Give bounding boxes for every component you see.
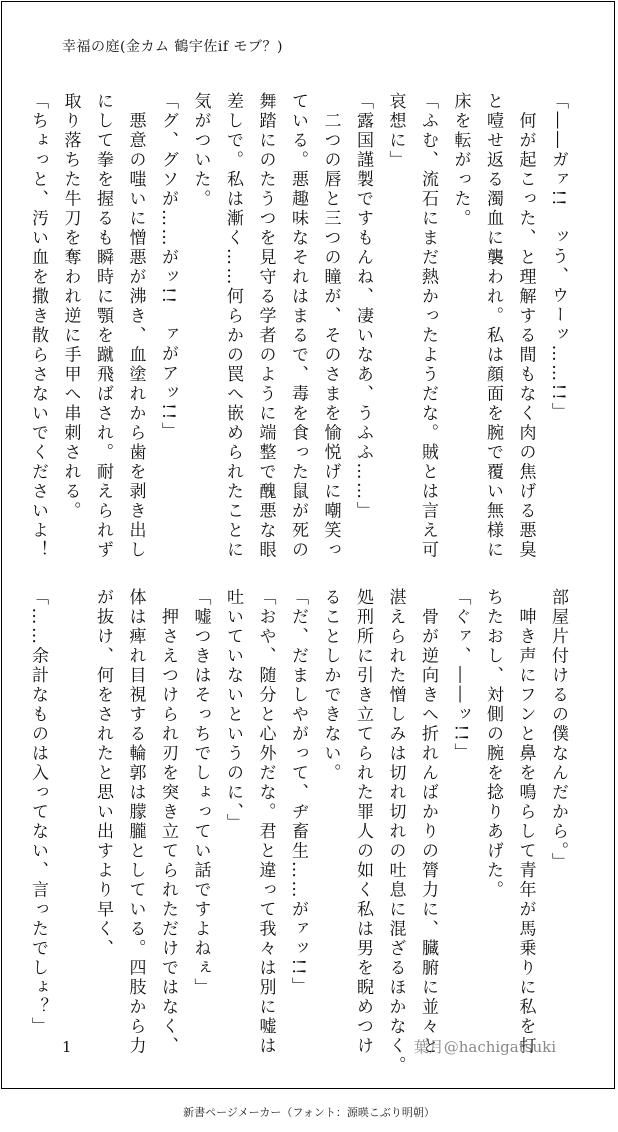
text-line: 「ちょっと、汚い血を撒き散らさないでくださいよ！ — [28, 92, 48, 560]
text-line: 「おや、随分と心外だな。君と違って我々は別に嘘は — [255, 588, 276, 1056]
text-line: 「だ、だましやがって、ヂ畜生……がァッ!!」 — [288, 588, 308, 997]
text-line: 部屋片付けるの僕なんだから。」 — [548, 588, 568, 872]
text-line: 体は痺れ目視する輪郭は朦朧としている。四肢から力 — [125, 588, 146, 1056]
text-line: 「ふむ、流石にまだ熱かったようだな。賊とは言え可 — [418, 92, 438, 560]
text-line: にして拳を握るも瞬時に顎を蹴飛ばされ。耐えられず — [93, 92, 113, 560]
text-line — [54, 588, 87, 998]
generator-credit: 新書ページメーカー（フォント：源暎こぶり明朝） — [183, 1106, 435, 1119]
text-line: 二つの唇と三つの瞳が、そのさまを愉悦げに嘲笑っ — [320, 92, 341, 560]
text-line: 骨が逆向きへ折れんばかりの膂力に、臓腑に並々と — [418, 588, 438, 1056]
text-line: と噎せ返る濁血に襲われ。私は顔面を腕で覆い無様に — [483, 92, 503, 560]
text-line: が抜け、何をされたと思い出すより早く、 — [93, 588, 113, 959]
text-line: 「グ、グソが……がッ!! ァがアッ!!」 — [158, 92, 178, 442]
text-line: 呻き声にフンと鼻を鳴らして青年が馬乗りに私を打 — [515, 588, 536, 1056]
text-line: 「ぐァ、――ッ!!」 — [450, 588, 471, 763]
text-line: 処刑所に引き立てられた罪人の如く私は男を睨めつけ — [353, 588, 373, 1056]
text-line: 湛えられた憎しみは切れ切れの吐息に混ざるほかなく。 — [385, 588, 406, 1076]
book-page — [1, 1, 615, 1089]
text-line: 吐いていないというのに、」 — [223, 588, 243, 833]
text-line: 気がついた。 — [190, 92, 211, 209]
text-line: 「――ガァ!! ッう、ウーッ……!!」 — [548, 92, 568, 422]
text-line: ちたおし、対側の腕を捻りあげた。 — [483, 588, 503, 900]
text-line: 床を転がった。 — [450, 92, 471, 229]
text-line: 差しで。私は漸く……何らかの罠へ嵌められたことに — [223, 92, 243, 560]
text-line: 「……余計なものは入ってない、言ったでしょ？」 — [28, 588, 48, 1037]
page-number: 1 — [62, 1038, 72, 1056]
text-line: 取り落ちた牛刀を奪われ逆に手甲へ串刺される。 — [60, 92, 81, 521]
text-line: ている。悪趣味なそれはまるで、毒を食った鼠が死の — [288, 92, 308, 560]
text-line: 「露国謹製ですもんね、凄いなあ、うふふ……」 — [353, 92, 373, 521]
text-line: 舞踏にのたうつを見守る学者のように端整で醜悪な眼 — [255, 92, 276, 560]
text-line: 哀想に」 — [385, 92, 406, 170]
text-line: 何が起こった、と理解する間もなく肉の焦げる悪臭 — [515, 92, 536, 560]
text-line: ることしかできない。 — [320, 588, 341, 783]
page-header-title: 幸福の庭(金カム 鶴宇佐if モブ？) — [62, 39, 283, 55]
text-line: 「嘘つきはそっちでしょってい話ですよねぇ」 — [190, 588, 211, 998]
upper-text-block — [28, 92, 574, 560]
text-line: 押さえつけられ刃を突き立てられただけではなく、 — [158, 588, 178, 1056]
text-line: 悪意の嗤いに憎悪が沸き、血塗れから歯を剥き出し — [125, 92, 146, 560]
author-credit: 葉月@hachigatsuki — [413, 1038, 556, 1056]
